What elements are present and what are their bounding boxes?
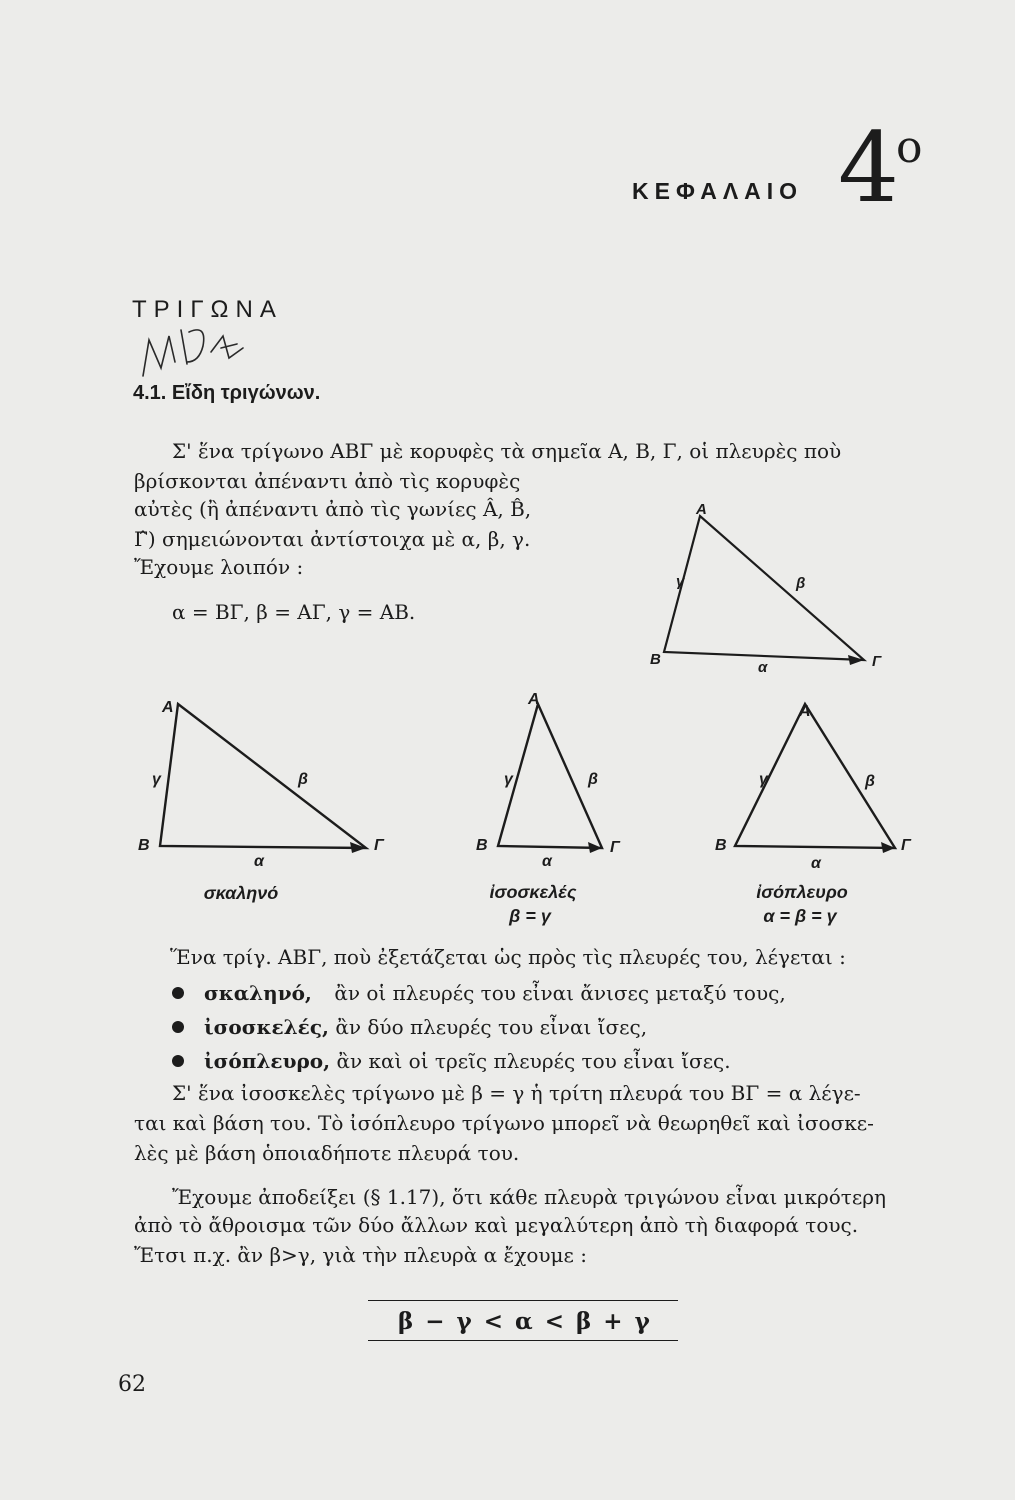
vertex-label-g: Γ [610,839,620,856]
vertex-label-a: A [528,691,540,708]
equilateral-triangle-figure [705,690,915,880]
side-label-b: β [865,773,875,790]
vertex-label-a: A [162,699,174,716]
scalene-triangle-figure [130,690,390,880]
triangle-figure-labelled [640,500,900,680]
definition-intro: Ἕνα τρίγ. ΑΒΓ, ποὺ ἐξετάζεται ὡς πρὸς τὶς πλευρές του, λέγεται : [170,945,846,969]
side-label-g: γ [504,771,513,788]
intro-line-5: Ἔχουμε λοιπόν : [134,555,304,579]
intro-line-1: Σ' ἕνα τρίγωνο ΑΒΓ μὲ κορυφὲς τὰ σημεῖα Α, Β, Γ, οἱ πλευρὲς ποὺ [172,439,842,463]
scalene-triangle [160,704,366,848]
caption-isosceles: ἰσοσκελές [489,882,577,902]
ineq-para-line-3: Ἔτσι π.χ. ἂν β>γ, γιὰ τὴν πλευρὰ α ἔχουμε : [134,1243,587,1267]
caption-equilateral: ἰσόπλευρο [756,882,848,902]
term-isosceles: ἰσοσκελές, [204,1015,329,1039]
formula-rule-top [368,1300,678,1301]
bullet-dot [172,1055,184,1067]
vertex-label-a: A [799,703,811,720]
base-para-line-2: ται καὶ βάση του. Τὸ ἰσόπλευρο τρίγωνο μπορεῖ νὰ θεωρηθεῖ καὶ ἰσοσκε- [134,1111,874,1135]
side-equations: α = ΒΓ, β = ΑΓ, γ = ΑΒ. [172,600,416,624]
side-label-b: β [588,771,598,788]
side-label-b: β [298,771,308,788]
bullet-dot [172,987,184,999]
side-label-a: α [254,853,264,870]
list-item [172,978,786,1008]
caption-equilateral-equation: α = β = γ [763,906,837,926]
intro-line-3: αὐτὲς (ἢ ἀπέναντι ἀπὸ τὶς γωνίες Â, B̂, [134,497,532,521]
caption-isosceles-equation: β = γ [509,906,551,926]
subsection-title: 4.1. Εἴδη τριγώνων. [133,382,321,404]
vertex-label-b: B [138,837,150,854]
list-item [172,1012,647,1042]
side-label-a: α [811,855,821,872]
intro-line-4: Γ̂) σημειώνονται ἀντίστοιχα μὲ α, β, γ. [134,527,531,551]
definition-text: ἂν οἱ πλευρές του εἶναι ἄνισες μεταξύ τους, [334,981,786,1005]
side-label-g: γ [676,573,685,590]
side-label-g: γ [759,771,768,788]
section-title: ΤΡΙΓΩΝΑ [132,296,283,323]
vertex-label-b: B [715,837,727,854]
chapter-number-superscript: ο [896,122,923,173]
vertex-label-g: Γ [901,837,911,854]
triangle-inequality-formula: β − γ < α < β + γ [398,1308,652,1335]
handwritten-mark [125,322,285,384]
triangle-abg [664,516,864,660]
vertex-label-g: Γ [374,837,384,854]
vertex-label-b: B [650,651,661,668]
chapter-label: ΚΕΦΑΛΑΙΟ [632,178,804,204]
term-scalene: σκαληνό, [204,981,312,1005]
vertex-label-b: B [476,837,488,854]
page-number: 62 [118,1372,146,1397]
isosceles-triangle-figure [470,690,630,880]
list-item [172,1046,731,1076]
base-para-line-1: Σ' ἕνα ἰσοσκελὲς τρίγωνο μὲ β = γ ἡ τρίτη πλευρά του ΒΓ = α λέγε- [172,1081,861,1105]
definition-text: ἂν καὶ οἱ τρεῖς πλευρές του εἶναι ἴσες. [336,1049,731,1073]
caption-scalene: σκαληνό [203,883,279,903]
vertex-label-g: Γ [872,653,882,670]
isosceles-triangle [498,704,602,848]
vertex-label-a: A [696,501,707,518]
side-label-a: α [758,659,768,676]
definition-text: ἂν δύο πλευρές του εἶναι ἴσες, [335,1015,648,1039]
bullet-dot [172,1021,184,1033]
intro-line-2: βρίσκονται ἀπέναντι ἀπὸ τὶς κορυφὲς [134,469,521,493]
ineq-para-line-2: ἀπὸ τὸ ἄθροισμα τῶν δύο ἄλλων καὶ μεγαλύτερη ἀπὸ τὴ διαφορά τους. [134,1213,859,1237]
formula-rule-bottom [368,1340,678,1341]
vertex-arrow [350,842,366,853]
chapter-number: 4 [838,112,900,224]
side-label-b: β [796,575,806,592]
side-label-a: α [542,853,552,870]
ineq-para-line-1: Ἔχουμε ἀποδείξει (§ 1.17), ὅτι κάθε πλευρὰ τριγώνου εἶναι μικρότερη [172,1185,886,1209]
term-equilateral: ἰσόπλευρο, [204,1049,331,1073]
side-label-g: γ [152,771,161,788]
base-para-line-3: λὲς μὲ βάση ὁποιαδήποτε πλευρά του. [134,1141,520,1165]
